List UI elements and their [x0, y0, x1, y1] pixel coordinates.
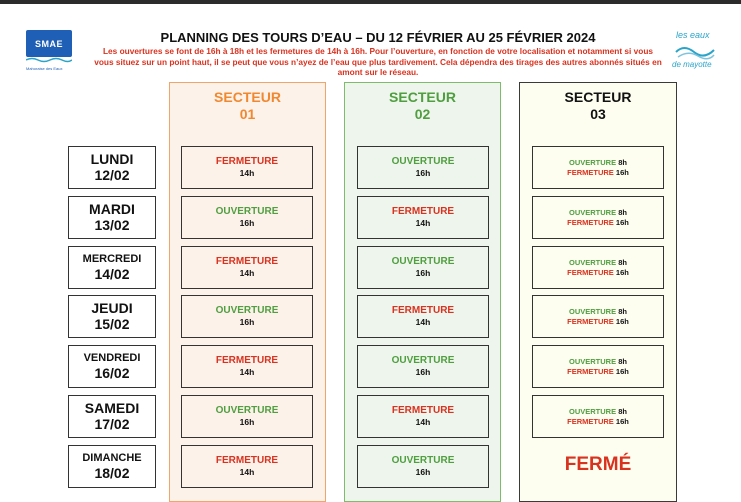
sector3-cell [532, 146, 664, 189]
day-name: DIMANCHE [82, 452, 142, 464]
closing-hour: 16h [615, 366, 629, 376]
sector1-cell [181, 196, 313, 239]
hour-text: 14h [239, 367, 255, 377]
opening-hour: 8h [618, 258, 627, 267]
day-name: MARDI [89, 201, 135, 217]
hour-text: 14h [239, 168, 255, 178]
opening-label: OUVERTURE [569, 407, 617, 416]
opening-hour: 8h [618, 158, 627, 167]
day-date: 12/02 [94, 167, 130, 183]
day-name: JEUDI [91, 300, 133, 316]
closing-label: FERMETURE [567, 366, 614, 376]
opening-label: OUVERTURE [569, 158, 617, 167]
opening-hour: 8h [618, 407, 627, 416]
hour-text: 16h [415, 467, 431, 477]
opening-hour: 8h [618, 208, 627, 217]
closing-hour: 16h [615, 217, 629, 227]
day-date: 17/02 [94, 416, 130, 432]
day-label [68, 295, 156, 338]
sector-number: 02 [414, 106, 431, 122]
status-text: OUVERTURE [215, 405, 279, 416]
closing-hour: 16h [615, 267, 629, 277]
hour-text: 16h [415, 168, 431, 178]
hour-text: 16h [239, 218, 255, 228]
opening-line [569, 307, 627, 317]
sector-01-heading [170, 89, 325, 123]
day-label [68, 146, 156, 189]
sector-number: 01 [239, 106, 256, 122]
sector2-cell [357, 295, 489, 338]
smae-logo [26, 30, 76, 74]
status-text: FERMETURE [215, 256, 279, 267]
closing-hour: 16h [615, 416, 629, 426]
day-name: MERCREDI [82, 253, 142, 265]
day-date: 13/02 [94, 217, 130, 233]
day-name: VENDREDI [83, 352, 141, 364]
day-label [68, 445, 156, 488]
opening-label: OUVERTURE [569, 208, 617, 217]
sector3-closed-label: FERMÉ [564, 454, 632, 475]
status-text: FERMETURE [215, 156, 279, 167]
closing-label: FERMETURE [567, 316, 614, 326]
closing-hour: 16h [615, 316, 629, 326]
smae-logo-subtitle: Mahoraise des Eaux [26, 66, 63, 71]
sector3-cell [532, 295, 664, 338]
sector2-cell [357, 146, 489, 189]
status-text: FERMETURE [215, 355, 279, 366]
opening-hour: 8h [618, 357, 627, 366]
hour-text: 14h [239, 467, 255, 477]
sector-02-heading [345, 89, 500, 123]
status-text: OUVERTURE [391, 355, 455, 366]
sector2-cell [357, 445, 489, 488]
day-date: 18/02 [94, 465, 130, 481]
sector-02-column [344, 82, 501, 502]
sector3-cell [532, 196, 664, 239]
hour-text: 16h [415, 268, 431, 278]
opening-hour: 8h [618, 307, 627, 316]
hour-text: 14h [239, 268, 255, 278]
sector2-cell [357, 395, 489, 438]
hour-text: 14h [415, 417, 431, 427]
status-text: FERMETURE [391, 206, 455, 217]
sector1-cell [181, 146, 313, 189]
sector-03-heading [520, 89, 676, 123]
sector-number: 03 [590, 106, 606, 122]
drop-wave-icon [674, 42, 716, 60]
opening-line [569, 158, 627, 168]
hour-text: 14h [415, 317, 431, 327]
opening-label: OUVERTURE [569, 357, 617, 366]
status-text: OUVERTURE [215, 305, 279, 316]
day-label [68, 345, 156, 388]
day-label [68, 395, 156, 438]
sector1-cell [181, 246, 313, 289]
sector1-cell [181, 395, 313, 438]
sector1-cell [181, 345, 313, 388]
hour-text: 14h [415, 218, 431, 228]
closing-label: FERMETURE [567, 217, 614, 227]
sector3-cell [532, 395, 664, 438]
sector1-cell [181, 445, 313, 488]
top-border [0, 0, 741, 4]
day-label [68, 246, 156, 289]
status-text: OUVERTURE [391, 455, 455, 466]
day-date: 14/02 [94, 266, 130, 282]
opening-label: OUVERTURE [569, 307, 617, 316]
sector3-cell [532, 246, 664, 289]
status-text: FERMETURE [391, 305, 455, 316]
sector-03-column [519, 82, 677, 502]
closing-label: FERMETURE [567, 267, 614, 277]
closing-label: FERMETURE [567, 416, 614, 426]
day-label [68, 196, 156, 239]
closing-line [567, 317, 629, 327]
eaux-de-mayotte-logo [670, 30, 720, 78]
hour-text: 16h [239, 417, 255, 427]
closing-line [567, 417, 629, 427]
day-date: 16/02 [94, 365, 130, 381]
page-subtitle: Les ouvertures se font de 16h à 18h et les fermetures de 14h à 16h. Pour l’ouverture, en fonction de votre localisation et notamment si vous vous situez sur un point haut, il se peut que vous n’ayez de l’eau que plus tardivement. Cela dépendra des tirages des autres abonnés situés en amont sur le réseau. [94, 46, 662, 78]
status-text: OUVERTURE [391, 256, 455, 267]
logo-line-2: de mayotte [672, 60, 712, 69]
status-text: FERMETURE [391, 405, 455, 416]
closing-hour: 16h [615, 167, 629, 177]
opening-line [569, 357, 627, 367]
closing-line [567, 218, 629, 228]
page-title: PLANNING DES TOURS D’EAU – DU 12 FÉVRIER AU 25 FÉVRIER 2024 [160, 30, 596, 45]
opening-line [569, 407, 627, 417]
closing-line [567, 168, 629, 178]
hour-text: 16h [239, 317, 255, 327]
sector-01-column [169, 82, 326, 502]
closing-line [567, 367, 629, 377]
opening-label: OUVERTURE [569, 258, 617, 267]
closing-line [567, 268, 629, 278]
status-text: OUVERTURE [215, 206, 279, 217]
day-name: SAMEDI [84, 400, 140, 416]
sector-label: SECTEUR [564, 89, 632, 105]
status-text: OUVERTURE [391, 156, 455, 167]
sector1-cell [181, 295, 313, 338]
sector2-cell [357, 345, 489, 388]
smae-logo-text: SMAE [26, 30, 72, 57]
sector-label: SECTEUR [389, 89, 456, 105]
wave-icon [26, 57, 72, 63]
status-text: FERMETURE [215, 455, 279, 466]
sector2-cell [357, 196, 489, 239]
hour-text: 16h [415, 367, 431, 377]
logo-line-1: les eaux [676, 30, 710, 40]
closing-label: FERMETURE [567, 167, 614, 177]
sector2-cell [357, 246, 489, 289]
opening-line [569, 258, 627, 268]
opening-line [569, 208, 627, 218]
day-name: LUNDI [90, 151, 134, 167]
sector-label: SECTEUR [214, 89, 281, 105]
sector3-cell [532, 345, 664, 388]
day-date: 15/02 [94, 316, 130, 332]
